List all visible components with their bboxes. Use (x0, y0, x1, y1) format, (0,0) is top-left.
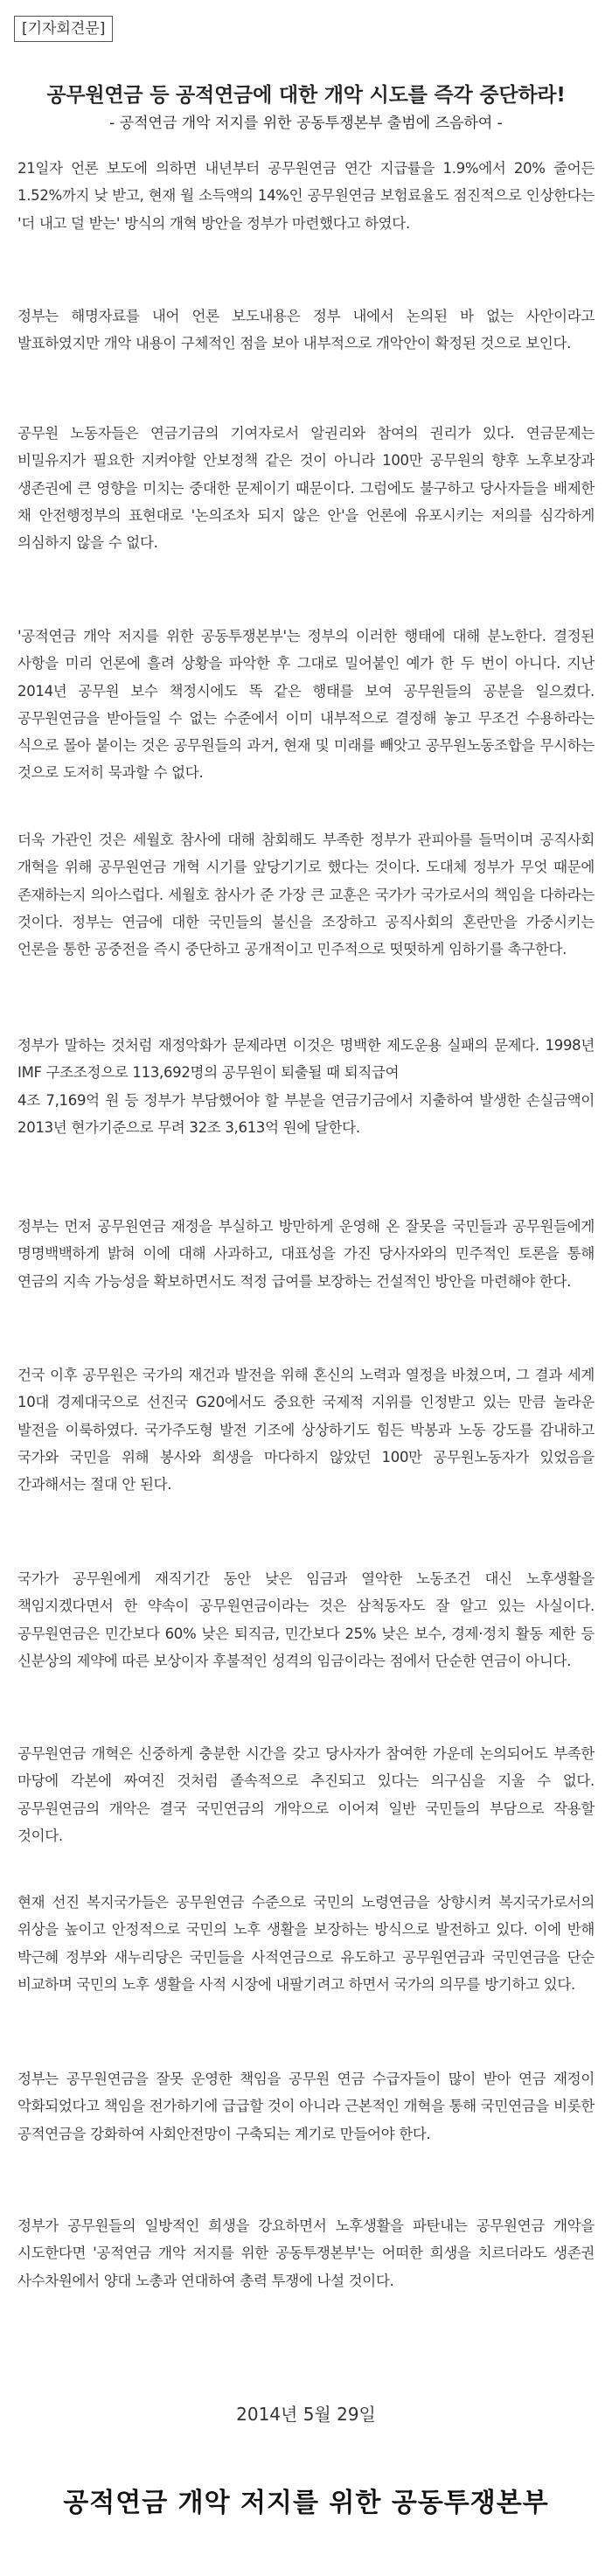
paragraph-9: 국가가 공무원에게 재직기간 동안 낮은 임금과 열악한 노동조건 대신 노후생활을 책임지겠다면서 한 약속이 공무원연금이라는 것은 삼척동자도 잘 알고 있는 사실이다. 공무원연금은 민간보다 60% 낮은 퇴직금, 민간보다 25% 낮은 보수, 경제·정치 활동 제한 등 신분상의 제약에 따른 보상이자 후불적인 성격의 임금이라는 점에서 단순한 연금이 아니다. (17, 1570, 595, 1669)
paragraph-6: 정부가 말하는 것처럼 재정악화가 문제라면 이것은 명백한 제도운용 실패의 문제다. 1998년 IMF 구조조정으로 113,692명의 공무원이 퇴출될 때 퇴직급여 4조 7,169억 원 등 정부가 부담했어야 할 부분을 연금기금에서 지출하여 발생한 손실금액이 2013년 현가기준으로 무려 32조 3,613억 원에 달한다. (17, 1037, 595, 1136)
statement-date: 2014년 5월 29일 (236, 2404, 376, 2425)
paragraph-12: 정부는 공무원연금을 잘못 운영한 책임을 공무원 연금 수급자들이 많이 받아 연금 재정이 악화되었다고 책임을 전가하기에 급급할 것이 아니라 근본적인 개혁을 통해 국민연금을 비롯한 공적연금을 강화하여 사회안전망이 구축되는 계기로 만들어야 한다. (17, 2071, 595, 2142)
paragraph-11: 현재 선진 복지국가들은 공무원연금 수준으로 국민의 노령연금을 상향시켜 복지국가로서의 위상을 높이고 안정적으로 국민의 노후 생활을 보장하는 방식으로 발전하고 있다. 이에 반해 박근혜 정부와 새누리당은 국민들을 사적연금으로 유도하고 공무원연금과 국민연금을 단순 비교하며 국민의 노후 생활을 사적 시장에 내팔기려고 하면서 국가의 의무를 방기하고 있다. (17, 1894, 595, 1993)
paragraph-10: 공무원연금 개혁은 신중하게 충분한 시간을 갖고 당사자가 참여한 가운데 논의되어도 부족한 마당에 각본에 짜여진 것처럼 졸속적으로 추진되고 있다는 의구심을 지울 수 없다. 공무원연금의 개악은 결국 국민연금의 개악으로 이어져 일반 국민들의 부담으로 작용할 것이다. (17, 1745, 595, 1844)
paragraph-2: 정부는 해명자료를 내어 언론 보도내용은 정부 내에서 논의된 바 없는 사안이라고 발표하였지만 개악 내용이 구체적인 점을 보아 내부적으로 개악안이 확정된 것으로 보인다. (17, 308, 595, 352)
statement-subtitle: - 공적연금 개악 저지를 위한 공동투쟁본부 출범에 즈음하여 - (109, 115, 503, 132)
paragraph-8: 건국 이후 공무원은 국가의 재건과 발전을 위해 혼신의 노력과 열정을 바쳤으며, 그 결과 세계 10대 경제대국으로 선진국 G20에서도 중요한 국제적 지위를 인정받고 있는 만큼 놀라운 발전을 이룩하였다. 국가주도형 발전 기조에 상상하기도 힘든 박봉과 노동 강도를 감내하고 국가와 국민을 위해 봉사와 희생을 마다하지 않았던 100만 공무원노동자가 있었음을 간과해서는 절대 안 된다. (17, 1367, 595, 1493)
organization-name: 공적연금 개악 저지를 위한 공동투쟁본부 (63, 2488, 549, 2518)
statement-title: 공무원연금 등 공적연금에 대한 개악 시도를 즉각 중단하라! (46, 84, 566, 107)
paragraph-7: 정부는 먼저 공무원연금 재정을 부실하고 방만하게 운영해 온 잘못을 국민들과 공무원들에게 명명백백하게 밝혀 이에 대해 사과하고, 대표성을 가진 당사자와의 민주적인 토론을 통해 연금의 지속 가능성을 확보하면서도 적정 급여를 보장하는 건설적인 방안을 마련해야 한다. (17, 1218, 595, 1290)
paragraph-1: 21일자 언론 보도에 의하면 내년부터 공무원연금 연간 지급률을 1.9%에서 20% 줄어든 1.52%까지 낮 받고, 현재 월 소득액의 14%인 공무원연금 보험료율도 점진적으로 인상한다는 '더 내고 덜 받는' 방식의 개혁 방안을 정부가 마련했다고 하였다. (17, 160, 595, 232)
paragraph-5: 더욱 가관인 것은 세월호 참사에 대해 참회해도 부족한 정부가 관피아를 들먹이며 공직사회 개혁을 위해 공무원연금 개혁 시기를 앞당기기로 했다는 것이다. 도대체 정부가 무엇 때문에 존재하는지 의아스럽다. 세월호 참사가 준 가장 큰 교훈은 국가가 국가로서의 책임을 다하라는 것이다. 정부는 연금에 대한 국민들의 불신을 조장하고 공직사회의 혼란만을 가중시키는 언론을 통한 공중전을 즉시 중단하고 공개적이고 민주적으로 떳떳하게 임하기를 촉구한다. (17, 832, 595, 958)
paragraph-3: 공무원 노동자들은 연금기금의 기여자로서 알권리와 참여의 권리가 있다. 연금문제는 비밀유지가 필요한 지켜야할 안보정책 같은 것이 아니라 100만 공무원의 향후 노후보장과 생존권에 큰 영향을 미치는 중대한 문제이기 때문이다. 그럼에도 불구하고 당사자들을 배제한 채 안전행정부의 표현대로 '논의조차 되지 않은 안'을 언론에 유포시키는 저의를 심각하게 의심하지 않을 수 없다. (17, 425, 595, 552)
paragraph-4: '공적연금 개악 저지를 위한 공동투쟁본부'는 정부의 이러한 행태에 대해 분노한다. 결정된 사항을 미리 언론에 흘려 상황을 파악한 후 그대로 밀어붙인 예가 한 두 번이 아니다. 지난 2014년 공무원 보수 책정시에도 똑 같은 행태를 보여 공무원들의 공분을 일으켰다. 공무원연금을 받아들일 수 없는 수준에서 이미 내부적으로 결정해 놓고 무조건 수용하라는 식으로 몰아 붙이는 것은 공무원들의 과거, 현재 및 미래를 빼앗고 공무원노동조합을 무시하는 것으로 도저히 묵과할 수 없다. (17, 628, 595, 782)
paragraph-13: 정부가 공무원들의 일방적인 희생을 강요하면서 노후생활을 파탄내는 공무원연금 개악을 시도한다면 '공적연금 개악 저지를 위한 공동투쟁본부'는 어떠한 희생을 치르더라도 생존권 사수차원에서 양대 노총과 연대하여 총력 투쟁에 나설 것이다. (17, 2217, 595, 2289)
document-type-tag: [기자회견문] (14, 16, 113, 42)
